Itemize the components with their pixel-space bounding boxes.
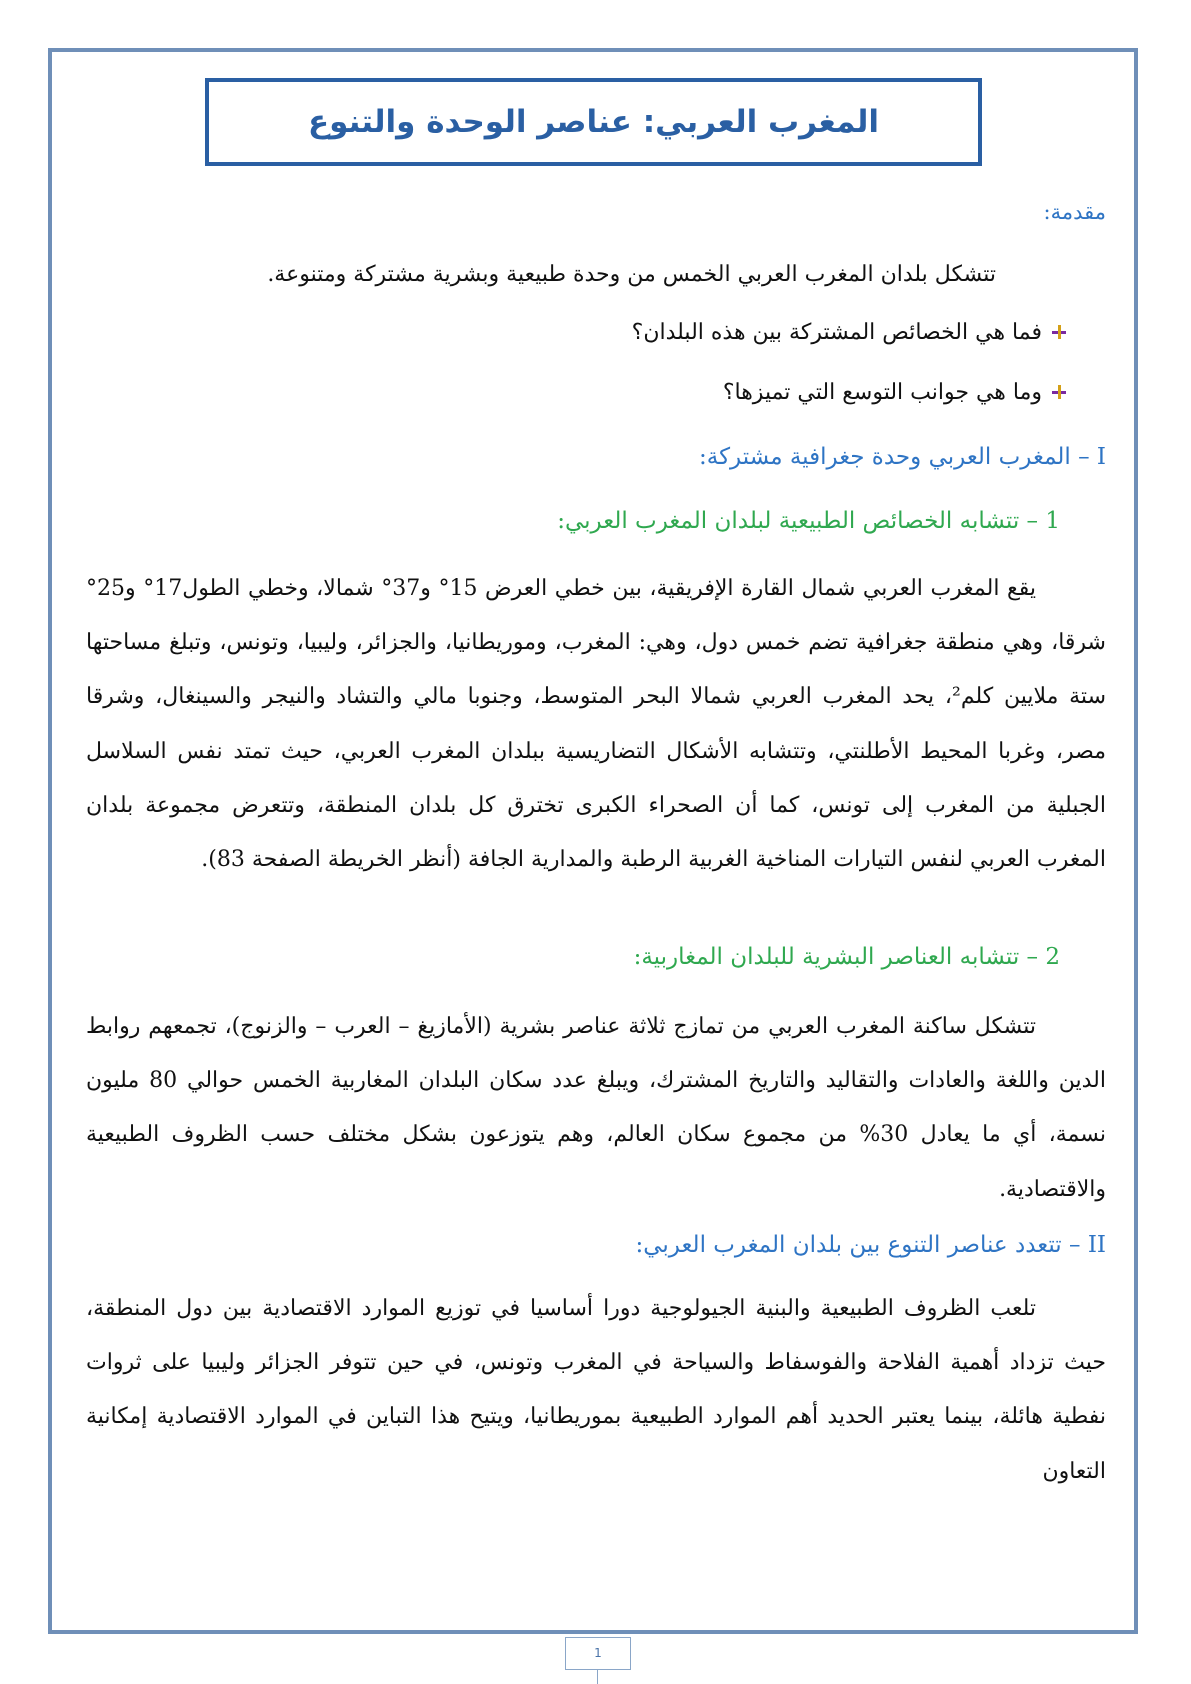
question-item [86, 380, 1106, 407]
arrow-bullet-icon [1052, 385, 1066, 401]
page-title: المغرب العربي: عناصر الوحدة والتنوع [307, 104, 880, 140]
question-text: فما هي الخصائص المشتركة بين هذه البلدان؟ [631, 320, 1042, 345]
question-item [86, 320, 1106, 347]
section1-heading: I – المغرب العربي وحدة جغرافية مشتركة: [699, 444, 1106, 470]
section1-sub1-heading: 1 – تتشابه الخصائص الطبيعية لبلدان المغرب العربي: [557, 508, 1060, 534]
question-text: وما هي جوانب التوسع التي تميزها؟ [722, 380, 1042, 405]
page-number: 1 [565, 1637, 631, 1670]
intro-text: تتشكل بلدان المغرب العربي الخمس من وحدة طبيعية وبشرية مشتركة ومتنوعة. [267, 262, 996, 287]
page-number-connector [597, 1669, 598, 1684]
intro-heading: مقدمة: [1043, 200, 1106, 224]
section1-sub2-heading: 2 – تتشابه العناصر البشرية للبلدان المغاربية: [633, 944, 1060, 970]
section2-text: تلعب الظروف الطبيعية والبنية الجيولوجية دورا أساسيا في توزيع الموارد الاقتصادية بين دول المنطقة، حيث تزداد أهمية الفلاحة والفوسفاط والسياحة في المغرب وتونس، في حين تتوفر الجزائر وليبيا على ثروات نفطية هائلة، بينما يعتبر الحديد أهم الموارد الطبيعية بموريطانيا، ويتيح هذا التباين في الموارد الاقتصادية إمكانية التعاون [86, 1296, 1106, 1484]
title-box [205, 78, 982, 166]
section1-sub1-text: يقع المغرب العربي شمال القارة الإفريقية، بين خطي العرض 15° و37° شمالا، وخطي الطول17° و25° شرقا، وهي منطقة جغرافية تضم خمس دول، وهي: المغرب، وموريطانيا، والجزائر، وليبيا، وتونس، وتبلغ مساحتها ستة ملايين كلم²، يحد المغرب العربي شمالا البحر المتوسط، وجنوبا مالي والتشاد والنيجر والسينغال، وشرقا مصر، وغربا المحيط الأطلنتي، وتتشابه الأشكال التضاريسية ببلدان المغرب العربي، حيث تمتد نفس السلاسل الجبلية من المغرب إلى تونس، كما أن الصحراء الكبرى تخترق كل بلدان المنطقة، وتتعرض مجموعة بلدان المغرب العربي لنفس التيارات المناخية الغربية الرطبة والمدارية الجافة (أنظر الخريطة الصفحة 83). [86, 576, 1107, 873]
arrow-bullet-icon [1052, 325, 1066, 341]
section1-sub2-text: تتشكل ساكنة المغرب العربي من تمازج ثلاثة عناصر بشرية (الأمازيغ – العرب – والزنوج)، تجمعهم روابط الدين واللغة والعادات والتقاليد والتاريخ المشترك، ويبلغ عدد سكان البلدان المغاربية الخمس حوالي 80 مليون نسمة، أي ما يعادل 30% من مجموع سكان العالم، وهم يتوزعون بشكل مختلف حسب الظروف الطبيعية والاقتصادية. [86, 1014, 1106, 1202]
section2-heading: II – تتعدد عناصر التنوع بين بلدان المغرب العربي: [635, 1232, 1106, 1258]
